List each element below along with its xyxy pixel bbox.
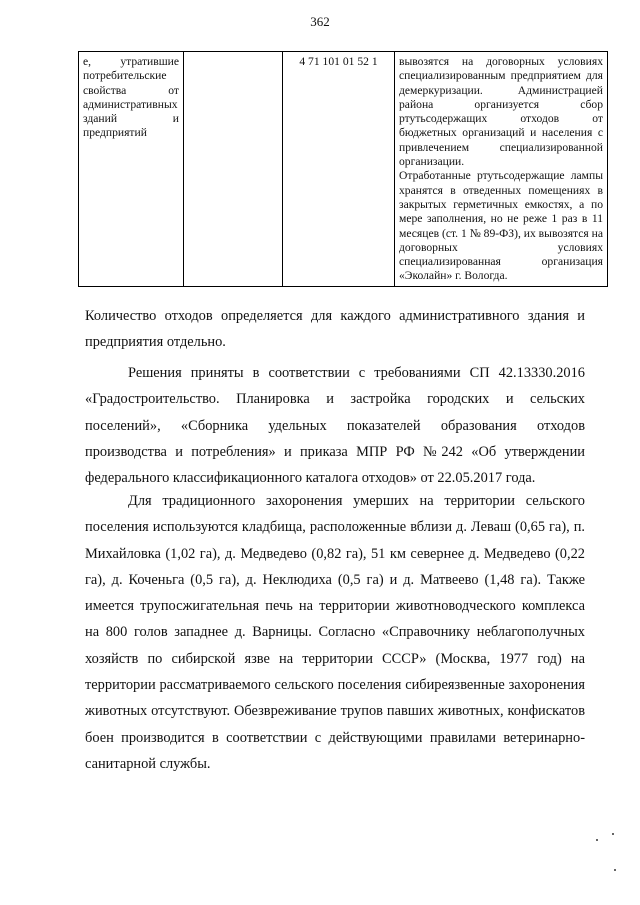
paragraph-text: Количество отходов определяется для каждого административного здания и предприятия отдельно. — [85, 308, 585, 351]
paragraph-text: Для традиционного захоронения умерших на территории сельского поселения используются кладбища, расположенные вблизи д. Леваш (0,65 га), п. Михайловка (1,02 га), д. Медведево (0,82 га), 51 км севернее д. Медведево (0,22 га), д. Коченьга (0,5 га), д. Неклюдиха (0,5 га) и д. Матвеево (1,48 га). Также имеется трупосжигательная печь на территории животноводческого комплекса на 800 голов западнее д. Варницы. Согласно «Справочнику неблагополучных хозяйств по сибирской язве на территории СССР» (Москва, 1977 год) на территории рассматриваемого сельского поселения сибиреязвенные захоронения животных отсутствуют. Обезвреживание трупов павших животных, конфискатов боен производится в соответствии с действующими правилами ветеринарно-санитарной службы. — [85, 493, 585, 772]
waste-table — [78, 51, 608, 287]
body-paragraph-1 — [85, 303, 585, 356]
handling-paragraph: Отработанные ртутьсодержащие лампы хранятся в отведенных помещениях в закрытых герметичных емкостях, а по мере заполнения, но не реже 1 раз в 11 месяцев (ст. 1 № 89-ФЗ), их вывозятся на договорных условиях специализированная организация «Эколайн» г. Вологда. — [399, 169, 603, 283]
body-paragraph-2 — [85, 360, 585, 491]
body-paragraph-3 — [85, 488, 585, 777]
paragraph-text: Решения приняты в соответствии с требованиями СП 42.13330.2016 «Градостроительство. Планировка и застройка городских и сельских поселений», «Сборника удельных показателей образования отходов производства и потребления» и приказа МПР РФ №242 «Об утверждении федерального классификационного каталога отходов» от 22.05.2017 года. — [85, 365, 585, 487]
scan-marks — [590, 829, 620, 879]
page-number: 362 — [310, 14, 330, 29]
handling-description-cell — [395, 52, 608, 287]
empty-cell — [184, 52, 283, 287]
fkko-code-cell: 4 71 101 01 52 1 — [283, 52, 395, 287]
table-row — [79, 52, 608, 287]
waste-type-cell: е, утратившие потребительские свойства от административных зданий и предприятий — [79, 52, 184, 287]
handling-paragraph: вывозятся на договорных условиях специализированным предприятием для демеркуризации. Администрацией района организуется сбор ртутьсодержащих отходов от бюджетных организаций и населения с привлечением специализированной организации. — [399, 55, 603, 169]
